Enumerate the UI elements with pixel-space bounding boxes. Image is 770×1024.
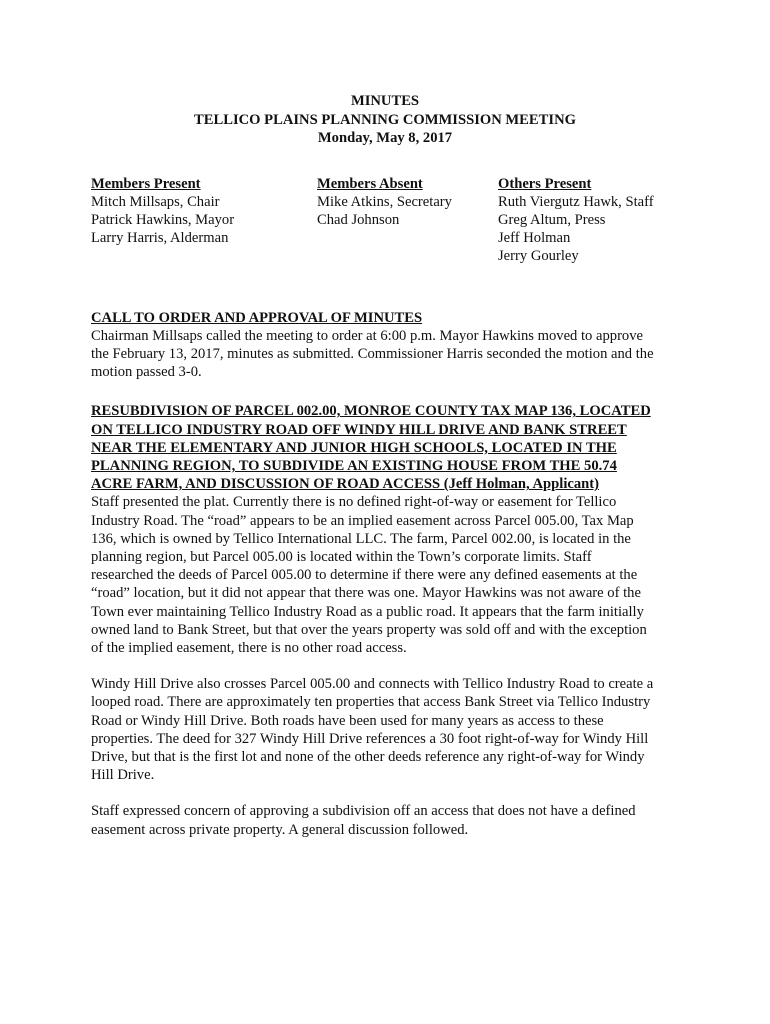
paragraph-line: looped road. There are approximately ten properties that access Bank Street via Tellico Industry [91, 694, 651, 711]
header-minutes: MINUTES [350, 93, 420, 109]
members-present-heading: Members Present [91, 175, 201, 192]
call-to-order-paragraph [91, 327, 683, 382]
other-present-name: Jeff Holman [498, 230, 571, 247]
member-present-name: Larry Harris, Alderman [91, 230, 229, 247]
member-absent-name: Chad Johnson [317, 211, 400, 228]
member-present-name: Patrick Hawkins, Mayor [91, 211, 235, 228]
others-present-column [498, 175, 654, 266]
call-to-order-heading: CALL TO ORDER AND APPROVAL OF MINUTES [91, 309, 423, 326]
windy-hill-paragraph [91, 675, 683, 784]
header-commission-name: TELLICO PLAINS PLANNING COMMISSION MEETING [194, 111, 576, 128]
paragraph-line: 136, which is owned by Tellico International LLC. The farm, Parcel 002.00, is located in the [91, 530, 631, 547]
header-meeting-date: Monday, May 8, 2017 [317, 130, 453, 146]
other-present-name: Greg Altum, Press [498, 211, 606, 228]
attendance-block [91, 175, 691, 267]
paragraph-line: researched the deeds of Parcel 005.00 to determine if there were any defined easements at the [91, 567, 638, 584]
paragraph-line: Industry Road. The “road” appears to be an implied easement across Parcel 005.00, Tax Map [91, 512, 634, 529]
staff-concern-paragraph [91, 802, 683, 838]
paragraph-line: “road” location, but it did not appear that there was one. Mayor Hawkins was not aware of the [91, 585, 641, 602]
heading-line: RESUBDIVISION OF PARCEL 002.00, MONROE COUNTY TAX MAP 136, LOCATED [91, 403, 651, 420]
heading-line: NEAR THE ELEMENTARY AND JUNIOR HIGH SCHOOLS, LOCATED IN THE [91, 439, 617, 456]
member-present-name: Mitch Millsaps, Chair [91, 193, 220, 210]
paragraph-line: Windy Hill Drive also crosses Parcel 005.00 and connects with Tellico Industry Road to create a [91, 676, 654, 693]
members-present-column [91, 175, 234, 248]
document-page [91, 92, 691, 839]
other-present-name: Jerry Gourley [498, 248, 579, 265]
members-absent-heading: Members Absent [317, 175, 423, 192]
heading-line: ON TELLICO INDUSTRY ROAD OFF WINDY HILL DRIVE AND BANK STREET [91, 421, 627, 438]
paragraph-line: Drive, but that is the first lot and none of the other deeds reference any right-of-way for Windy [91, 748, 645, 765]
heading-line: ACRE FARM, AND DISCUSSION OF ROAD ACCESS (Jeff Holman, Applicant) [91, 476, 599, 493]
resubdivision-heading [91, 402, 691, 493]
paragraph-line: planning region, but Parcel 005.00 is located within the Town’s corporate limits. Staff [91, 548, 592, 565]
other-present-name: Ruth Viergutz Hawk, Staff [498, 193, 654, 210]
members-absent-column [317, 175, 452, 230]
paragraph-line: Town ever maintaining Tellico Industry Road as a public road. It appears that the farm initially [91, 603, 644, 620]
paragraph-line: of the implied easement, there is no other road access. [91, 639, 407, 656]
paragraph-line: Chairman Millsaps called the meeting to order at 6:00 p.m. Mayor Hawkins moved to approve [91, 327, 644, 344]
others-present-heading: Others Present [498, 175, 592, 192]
paragraph-line: Staff expressed concern of approving a subdivision off an access that does not have a defined [91, 803, 636, 820]
document-header [91, 92, 679, 148]
heading-line: PLANNING REGION, TO SUBDIVIDE AN EXISTING HOUSE FROM THE 50.74 [91, 457, 617, 474]
paragraph-line: owned land to Bank Street, but that over the years property was sold off and with the exception [91, 621, 647, 638]
paragraph-line: properties. The deed for 327 Windy Hill Drive references a 30 foot right-of-way for Windy Hill [91, 730, 649, 747]
paragraph-line: Road or Windy Hill Drive. Both roads have been used for many years as access to these [91, 712, 604, 729]
member-absent-name: Mike Atkins, Secretary [317, 193, 452, 210]
paragraph-line: motion passed 3-0. [91, 364, 202, 381]
paragraph-line: Hill Drive. [91, 767, 155, 784]
paragraph-line: the February 13, 2017, minutes as submitted. Commissioner Harris seconded the motion and the [91, 345, 654, 362]
plat-discussion-paragraph [91, 493, 683, 657]
paragraph-line: easement across private property. A general discussion followed. [91, 821, 469, 838]
paragraph-line: Staff presented the plat. Currently there is no defined right-of-way or easement for Tellico [91, 494, 617, 511]
